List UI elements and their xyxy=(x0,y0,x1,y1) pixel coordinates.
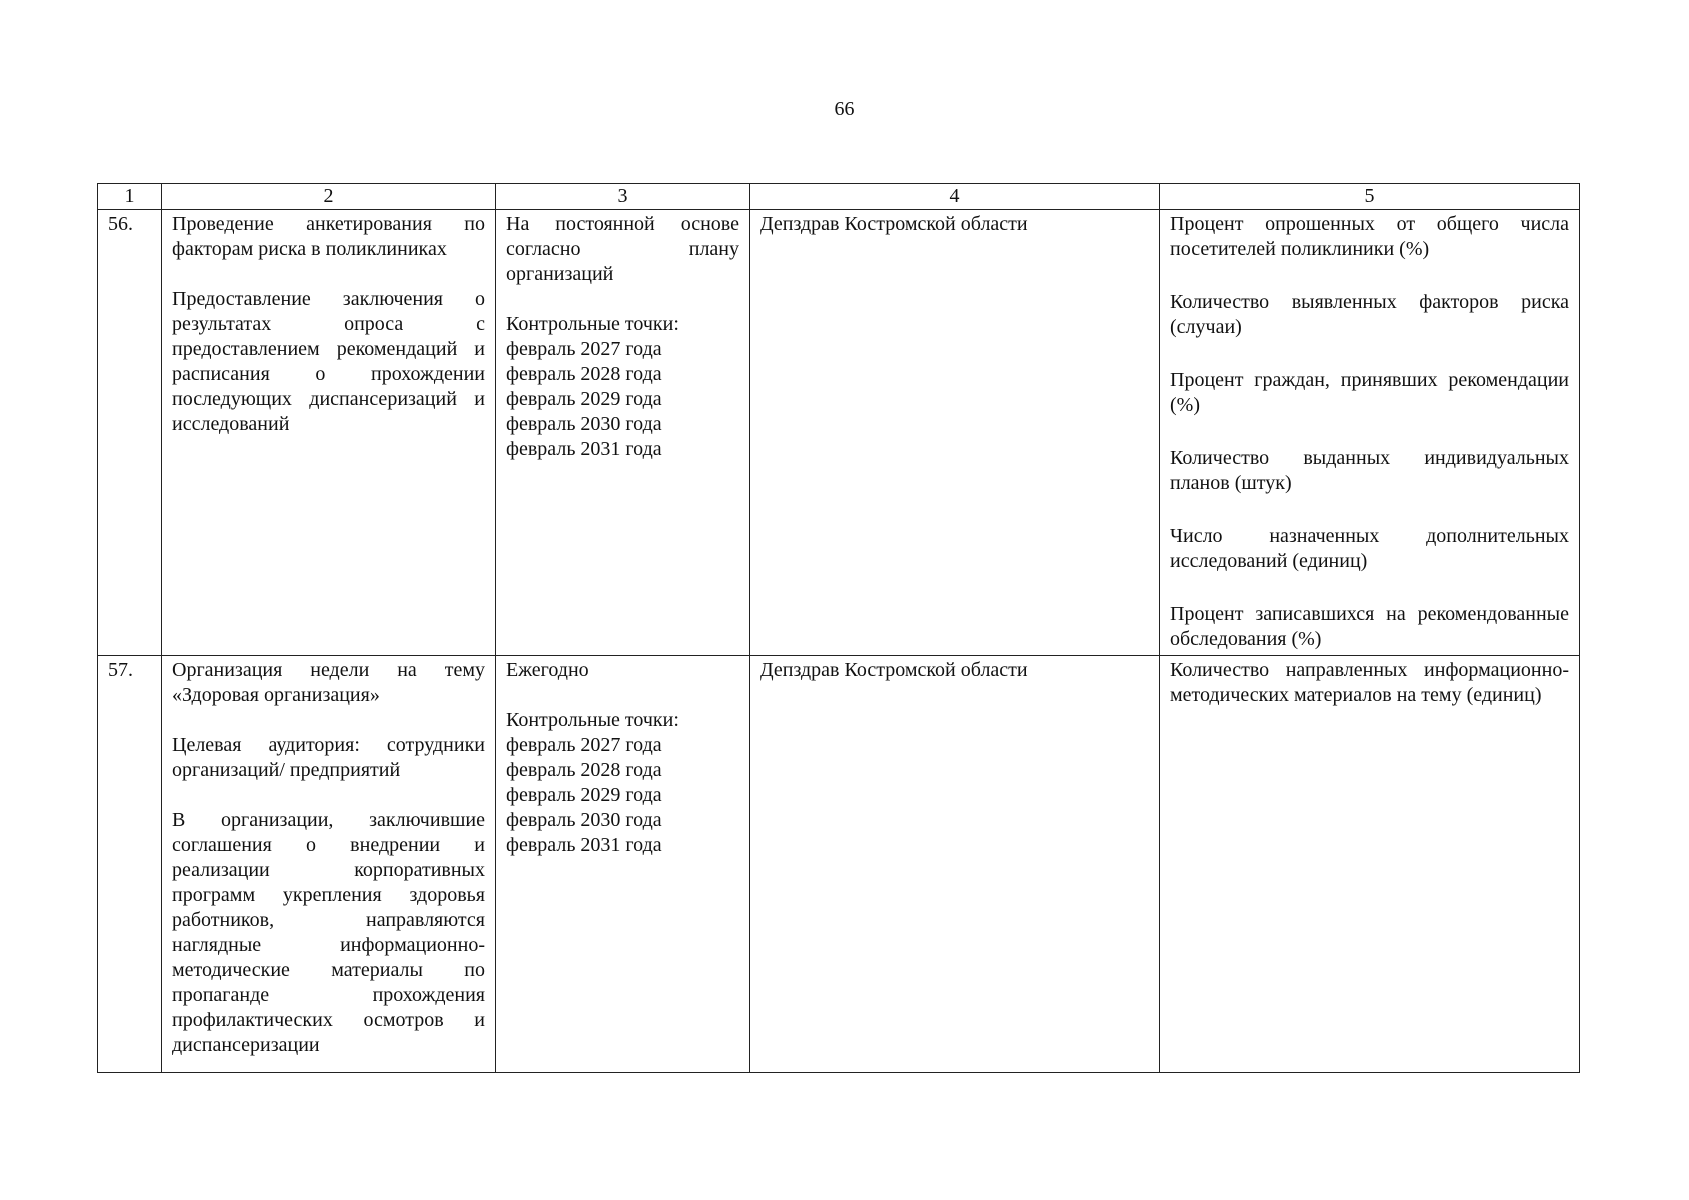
indicators-cell xyxy=(1160,656,1580,1073)
table-row xyxy=(98,210,1580,656)
checkpoints-label: Контрольные точки: xyxy=(506,313,679,335)
checkpoint-date: февраль 2031 года xyxy=(506,438,662,460)
checkpoint-date: февраль 2027 года xyxy=(506,338,662,360)
measure-cell xyxy=(162,210,496,656)
column-header-2: 2 xyxy=(162,184,496,210)
column-header-5: 5 xyxy=(1160,184,1580,210)
indicator: Процент опрошенных от общего числа посетителей поликлиники (%) xyxy=(1170,213,1569,260)
column-header-1: 1 xyxy=(98,184,162,210)
measure-title: Организация недели на тему «Здоровая организация» xyxy=(172,659,485,706)
checkpoint-date: февраль 2028 года xyxy=(506,759,662,781)
indicator: Число назначенных дополнительных исследований (единиц) xyxy=(1170,525,1569,572)
checkpoints-list xyxy=(506,312,739,462)
responsible-cell: Депздрав Костромской области xyxy=(750,210,1160,656)
checkpoint-date: февраль 2029 года xyxy=(506,388,662,410)
checkpoints-label: Контрольные точки: xyxy=(506,709,679,731)
indicators-cell xyxy=(1160,210,1580,656)
schedule-cell xyxy=(496,656,750,1073)
schedule-intro: Ежегодно xyxy=(506,659,589,681)
row-number: 56. xyxy=(98,210,162,656)
page-number: 66 xyxy=(834,98,855,120)
measures-table xyxy=(97,183,1580,1073)
measure-description: В организации, заключившие соглашения о внедрении и реализации корпоративных программ укрепления здоровья работников, направляются наглядные информационно-методические материалы по пропаганде прохождения профилактических осмотров и диспансеризации xyxy=(172,809,485,1056)
checkpoint-date: февраль 2028 года xyxy=(506,363,662,385)
measure-cell xyxy=(162,656,496,1073)
measure-title: Проведение анкетирования по факторам риска в поликлиниках xyxy=(172,213,485,260)
checkpoint-date: февраль 2027 года xyxy=(506,734,662,756)
measure-description: Предоставление заключения о результатах опроса с предоставлением рекомендаций и расписания о прохождении последующих диспансеризаций и исследований xyxy=(172,288,485,435)
responsible-cell: Депздрав Костромской области xyxy=(750,656,1160,1073)
row-number: 57. xyxy=(98,656,162,1073)
measure-audience: Целевая аудитория: сотрудники организаций/ предприятий xyxy=(172,734,485,781)
checkpoint-date: февраль 2031 года xyxy=(506,834,662,856)
indicator: Процент граждан, принявших рекомендации (%) xyxy=(1170,369,1569,416)
checkpoint-date: февраль 2030 года xyxy=(506,413,662,435)
header-row xyxy=(98,184,1580,210)
indicator: Процент записавшихся на рекомендованные обследования (%) xyxy=(1170,603,1569,650)
schedule-cell xyxy=(496,210,750,656)
column-header-3: 3 xyxy=(496,184,750,210)
checkpoint-date: февраль 2030 года xyxy=(506,809,662,831)
checkpoints-list xyxy=(506,708,739,858)
table-row xyxy=(98,656,1580,1073)
checkpoint-date: февраль 2029 года xyxy=(506,784,662,806)
indicator: Количество выданных индивидуальных планов (штук) xyxy=(1170,447,1569,494)
column-header-4: 4 xyxy=(750,184,1160,210)
schedule-intro: На постоянной основе согласно плану организаций xyxy=(506,213,739,285)
indicator: Количество направленных информационно-методических материалов на тему (единиц) xyxy=(1170,659,1569,706)
indicator: Количество выявленных факторов риска (случаи) xyxy=(1170,291,1569,338)
